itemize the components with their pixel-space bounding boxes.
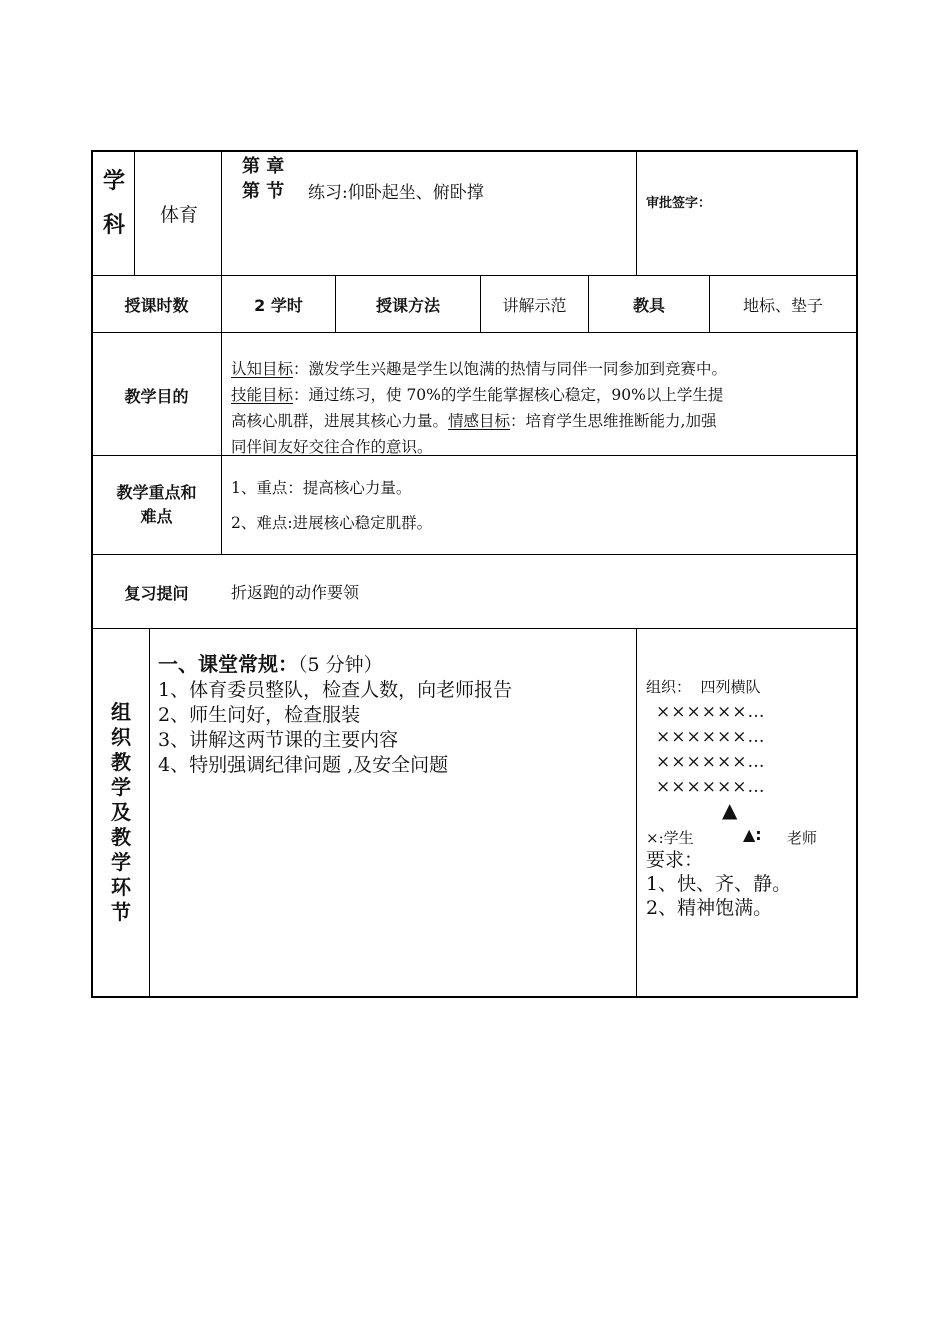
process-label-char: 教 [111,750,131,774]
section-label: 第 节 [242,181,285,202]
process-duration: （5 分钟） [298,654,383,676]
tools-value: 地标、垫子 [742,296,823,315]
method-label: 授课方法 [375,296,440,315]
lesson-title: 练习:仰卧起坐、俯卧撑 [308,183,484,203]
organization-title: 组织： 四列横队 [646,678,761,696]
process-label-char: 及 [111,800,131,824]
subject-label: 学科 [102,169,125,238]
formation-diagram [656,700,765,800]
key-points-label-line-2: 难点 [140,507,173,526]
process-label-char: 教 [111,825,131,849]
cognitive-label: 认知目标 [231,360,294,378]
process-label-char: 织 [111,725,131,749]
method-value: 讲解示范 [502,296,567,315]
skill-affective-line [231,408,851,434]
chapter-label: 第 章 [242,156,285,177]
process-label-char: 学 [111,850,131,874]
process-label-char: 环 [111,875,131,899]
teacher-marker-icon: ▲ [722,798,738,822]
affective-text: ：培育学生思维推断能力,加强 [510,412,717,430]
affective-label: 情感目标 [448,412,511,430]
legend-teacher: 老师 [787,829,818,847]
process-step: 1、体育委员整队，检查人数，向老师报告 [158,679,513,701]
student-row: ××××××… [656,752,766,772]
col-divider [149,629,150,997]
review-text: 折返跑的动作要领 [231,583,360,602]
key-points-label [92,481,221,529]
objectives-label: 教学目的 [124,387,189,406]
skill-text-line-2: 高核心肌群，进展其核心力量。 [231,412,449,430]
table-border-top [91,150,858,152]
key-point-1: 1、重点：提高核心力量。 [231,479,412,497]
student-row: ××××××… [656,702,766,722]
hours-value: 2 学时 [254,296,303,315]
table-border-right [856,150,858,998]
skill-label: 技能目标 [231,386,294,404]
requirements-label: 要求： [646,849,704,871]
requirement-item: 1、快、齐、静。 [646,873,792,895]
key-points-label-line-1: 教学重点和 [116,483,197,502]
process-label-char: 节 [111,900,131,924]
approval-signature-label: 审批签字： [646,196,712,211]
process-content [158,652,628,778]
subject-value: 体育 [160,204,199,226]
col-divider [134,151,135,275]
affective-text-line-2: 同伴间友好交往合作的意识。 [231,438,433,456]
objectives-text [231,356,851,460]
row-divider [92,628,857,629]
student-row: ××××××… [656,777,766,797]
requirements [646,848,791,920]
cognitive-text: ：激发学生兴趣是学生以饱满的热情与同伴一同参加到竞赛中。 [293,360,728,378]
col-divider [636,151,637,275]
hours-label: 授课时数 [124,296,189,315]
process-label [93,700,149,925]
legend-student: ×:学生 [646,829,694,847]
col-divider [636,629,637,997]
tools-label: 教具 [632,296,665,315]
row-divider [92,332,857,333]
process-label-char: 组 [111,700,131,724]
row-divider [92,275,857,276]
process-step: 4、特别强调纪律问题 ,及安全问题 [158,754,449,776]
student-row: ××××××… [656,727,766,747]
row-divider [92,554,857,555]
key-point-2: 2、难点:进展核心稳定肌群。 [231,514,433,532]
legend-teacher-symbol: ▲: [743,825,762,844]
col-divider [221,151,222,555]
requirement-item: 2、精神饱满。 [646,897,773,919]
table-border-bottom [91,996,858,998]
process-heading: 一、课堂常规： [158,652,298,676]
skill-objective [231,382,851,408]
review-label: 复习提问 [124,584,189,603]
cognitive-objective [231,356,851,382]
process-step: 2、师生问好，检查服装 [158,704,361,726]
process-heading-line [158,652,628,678]
process-step: 3、讲解这两节课的主要内容 [158,729,399,751]
skill-text-line-1: ：通过练习，使 70%的学生能掌握核心稳定，90%以上学生提 [293,386,724,404]
process-label-char: 学 [111,775,131,799]
